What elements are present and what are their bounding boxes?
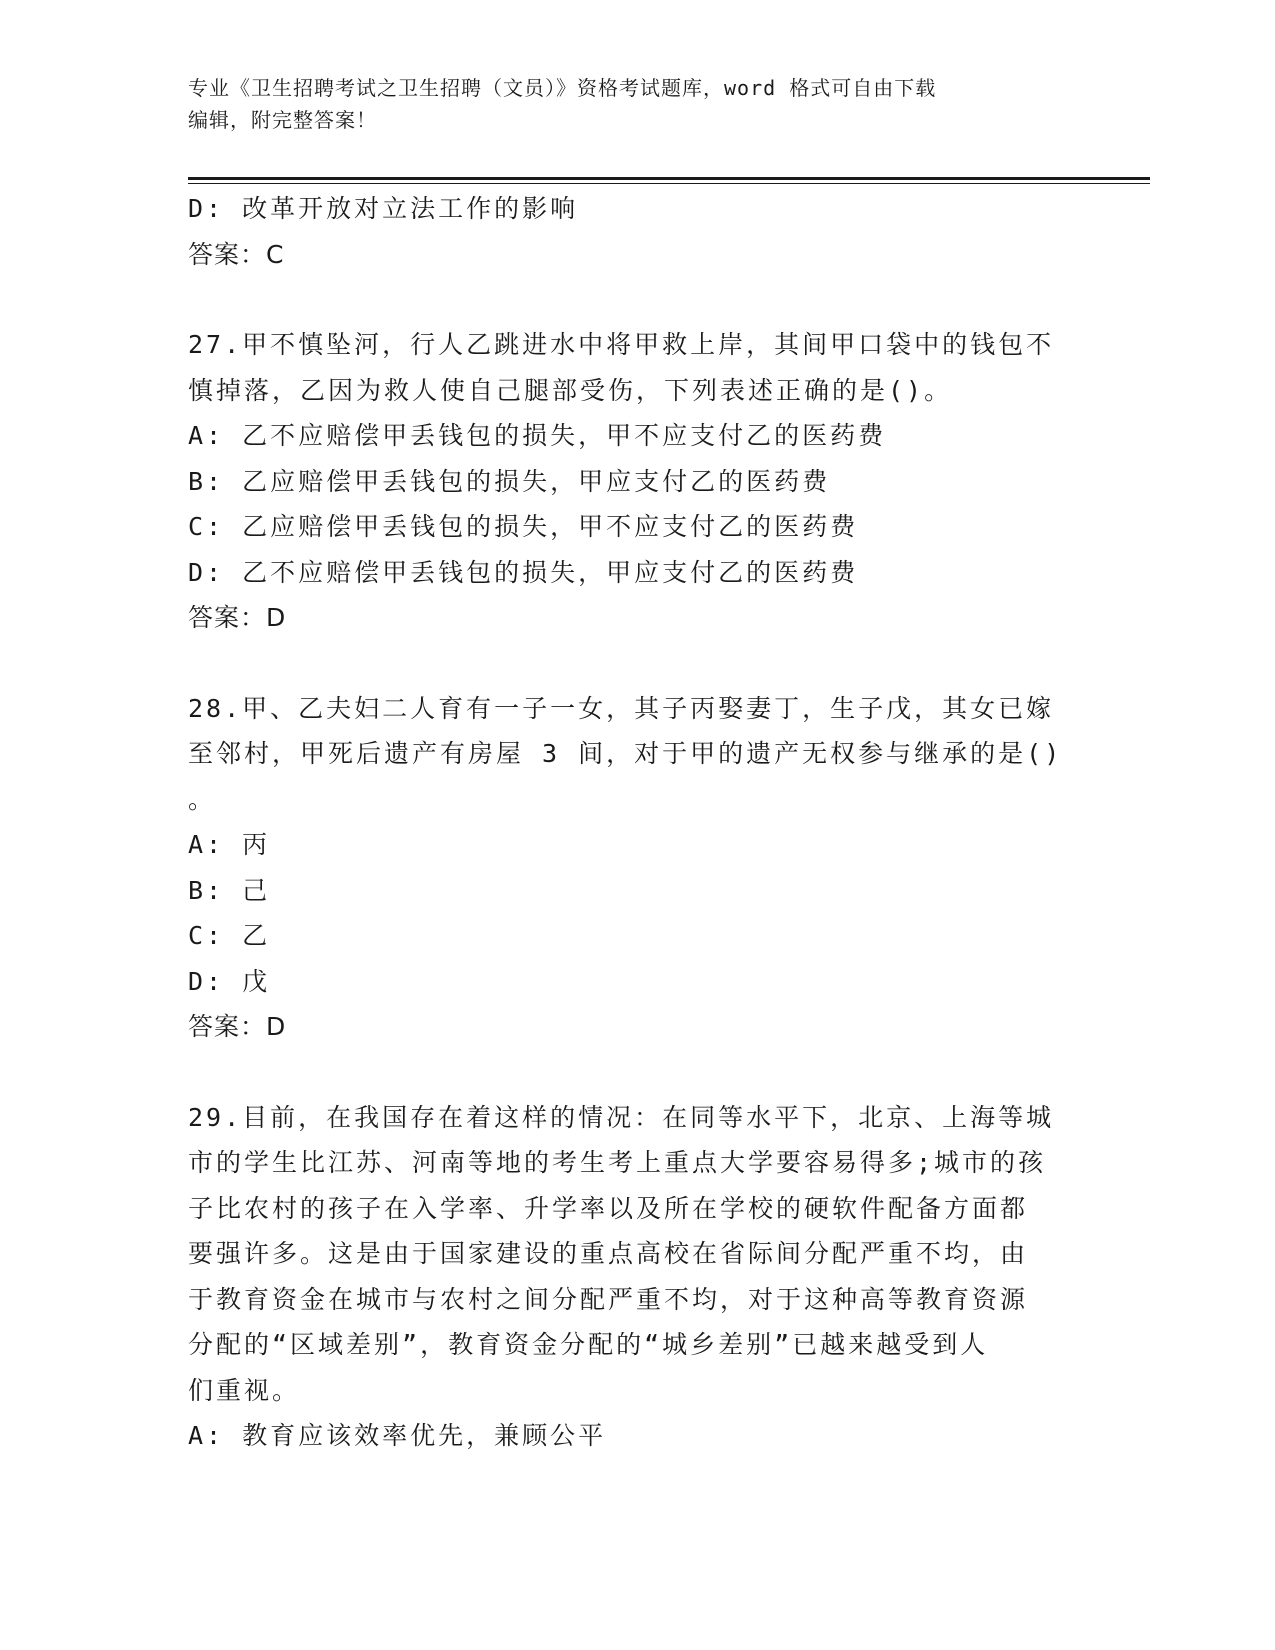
option-a: A: 乙不应赔偿甲丢钱包的损失，甲不应支付乙的医药费	[188, 421, 887, 450]
prev-option-d: D: 改革开放对立法工作的影响	[188, 194, 579, 223]
question-stem-line: 慎掉落，乙因为救人使自己腿部受伤，下列表述正确的是()。	[188, 375, 953, 405]
header-line-1: 专业《卫生招聘考试之卫生招聘（文员）》资格考试题库，word 格式可自由下载	[188, 76, 937, 100]
document-header	[188, 72, 1068, 136]
option-c: C: 乙应赔偿甲丢钱包的损失，甲不应支付乙的医药费	[188, 512, 859, 541]
option-a: A: 教育应该效率优先，兼顾公平	[188, 1421, 607, 1450]
header-line-2: 编辑，附完整答案！	[188, 108, 377, 132]
question-27	[188, 322, 1088, 641]
question-29	[188, 1095, 1088, 1459]
question-28	[188, 686, 1088, 1050]
question-stem-line: 要强许多。这是由于国家建设的重点高校在省际间分配严重不均，由	[188, 1239, 1029, 1268]
header-rule-thin	[188, 183, 1150, 184]
question-stem-line: 分配的“区域差别”，教育资金分配的“城乡差别”已越来越受到人	[188, 1330, 989, 1359]
option-d: D: 乙不应赔偿甲丢钱包的损失，甲应支付乙的医药费	[188, 557, 859, 587]
answer: 答案：D	[188, 1012, 287, 1041]
prev-answer: 答案：C	[188, 239, 285, 269]
option-c: C: 乙	[188, 921, 271, 950]
question-stem-line: 们重视。	[188, 1375, 301, 1405]
option-a: A: 丙	[188, 830, 271, 859]
spacer	[188, 1050, 1088, 1095]
question-stem-line: 29.目前，在我国存在着这样的情况：在同等水平下，北京、上海等城	[188, 1102, 1055, 1132]
question-stem-line: 至邻村，甲死后遗产有房屋 3 间，对于甲的遗产无权参与继承的是()	[188, 739, 1063, 768]
question-stem-line: 27.甲不慎坠河，行人乙跳进水中将甲救上岸，其间甲口袋中的钱包不	[188, 330, 1055, 359]
question-stem-line: 市的学生比江苏、河南等地的考生考上重点大学要容易得多;城市的孩	[188, 1148, 1047, 1177]
question-stem-line: 于教育资金在城市与农村之间分配严重不均，对于这种高等教育资源	[188, 1284, 1029, 1314]
spacer	[188, 277, 1088, 322]
answer: 答案：D	[188, 603, 287, 632]
question-list	[188, 186, 1088, 1459]
question-stem-line: 。	[188, 784, 217, 814]
option-b: B: 乙应赔偿甲丢钱包的损失，甲应支付乙的医药费	[188, 466, 831, 496]
option-d: D: 戊	[188, 966, 271, 996]
option-b: B: 己	[188, 875, 271, 905]
spacer	[188, 641, 1088, 686]
question-stem-line: 子比农村的孩子在入学率、升学率以及所在学校的硬软件配备方面都	[188, 1193, 1029, 1223]
header-rule-thick	[188, 177, 1150, 180]
question-stem-line: 28.甲、乙夫妇二人育有一子一女，其子丙娶妻丁，生子戊，其女已嫁	[188, 693, 1055, 723]
